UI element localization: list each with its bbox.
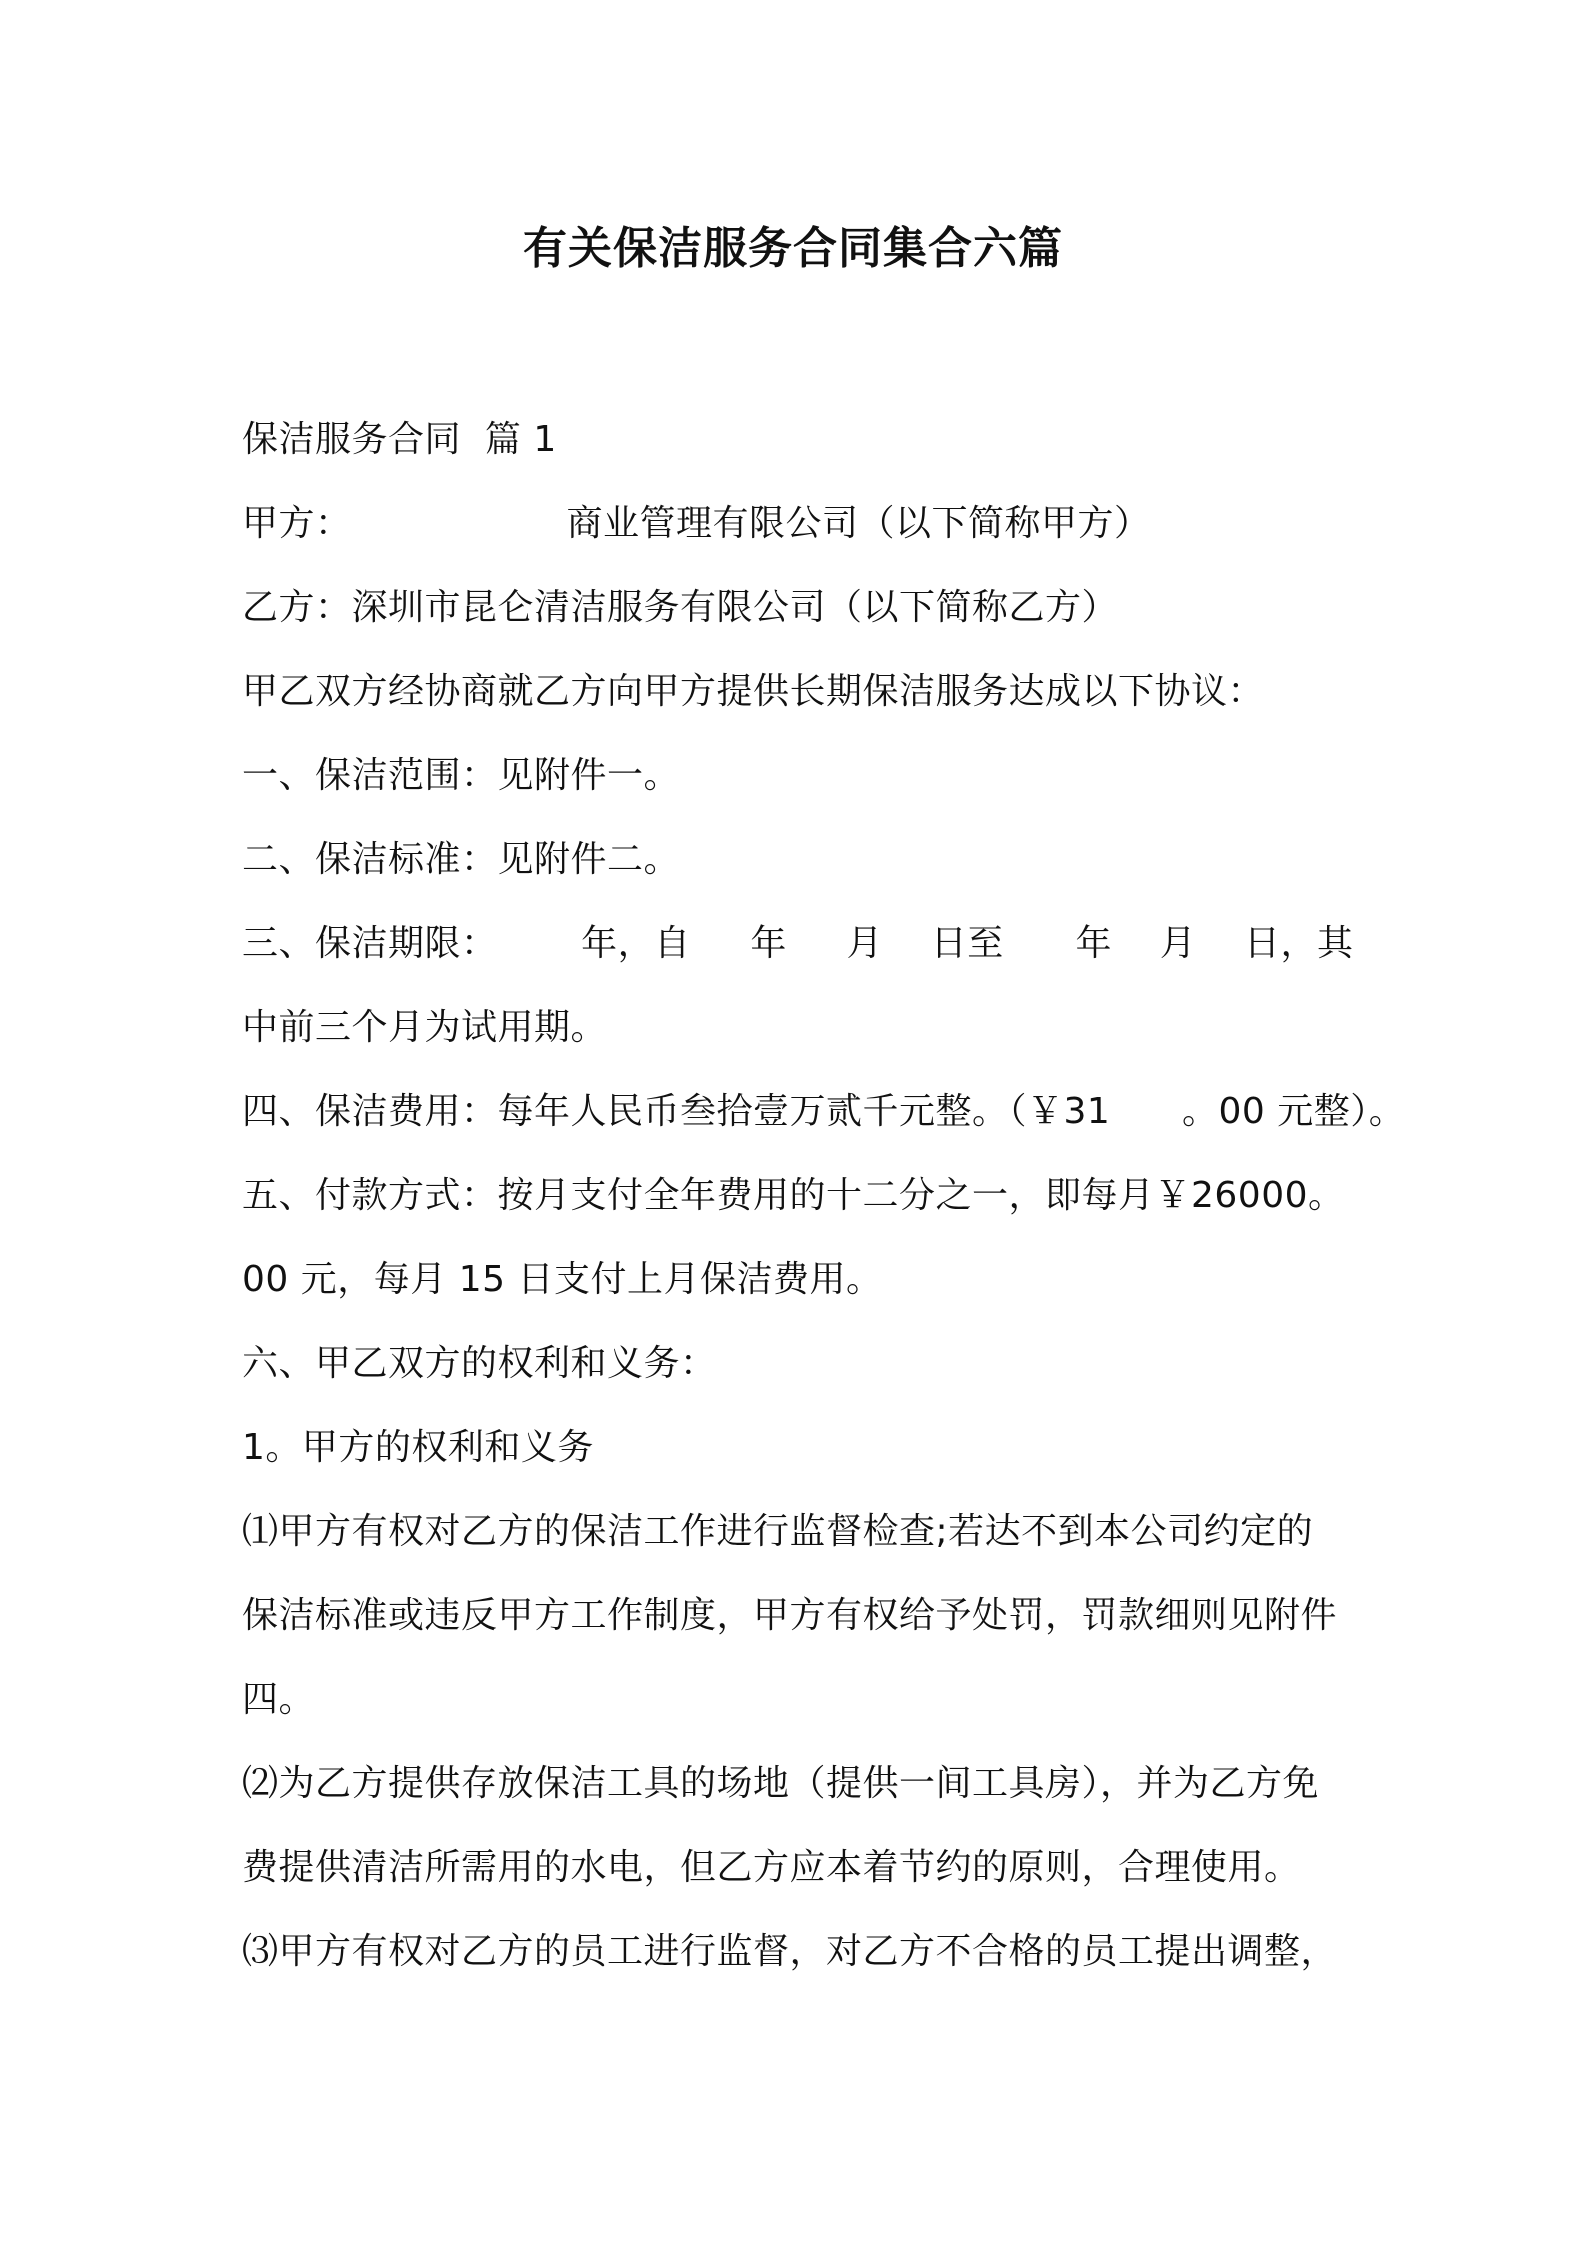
party-b-line: 乙方：深圳市昆仑清洁服务有限公司（以下简称乙方） [242, 587, 1119, 628]
paragraph-line: 费提供清洁所需用的水电，但乙方应本着节约的原则，合理使用。 [242, 1847, 1301, 1888]
paragraph-line: ⑵为乙方提供存放保洁工具的场地（提供一间工具房），并为乙方免 [242, 1763, 1320, 1804]
paragraph-line: 保洁标准或违反甲方工作制度，甲方有权给予处罚，罚款细则见附件 [242, 1595, 1338, 1636]
document-body [242, 398, 1406, 1994]
document-title: 有关保洁服务合同集合六篇 [523, 223, 1063, 274]
agreement-intro: 甲乙双方经协商就乙方向甲方提供长期保洁服务达成以下协议： [242, 671, 1265, 712]
clause-term-continued: 中前三个月为试用期。 [242, 1007, 608, 1048]
paragraph-line: ⑶甲方有权对乙方的员工进行监督，对乙方不合格的员工提出调整， [242, 1931, 1338, 1972]
clause-scope: 一、保洁范围：见附件一。 [242, 755, 681, 796]
clause-payment: 五、付款方式：按月支付全年费用的十二分之一，即每月￥26000。 [242, 1175, 1345, 1216]
paragraph-line: 四。 [242, 1679, 316, 1720]
section-heading: 保洁服务合同 篇 1 [242, 419, 557, 460]
paragraph-line: ⑴甲方有权对乙方的保洁工作进行监督检查;若达不到本公司约定的 [242, 1511, 1314, 1552]
clause-rights-heading: 六、甲乙双方的权利和义务： [242, 1343, 717, 1384]
clause-term: 三、保洁期限： 年，自 年 月 日至 年 月 日，其 [242, 923, 1354, 964]
clause-fee: 四、保洁费用：每年人民币叁拾壹万贰千元整。（￥31 。00 元整）。 [242, 1091, 1406, 1132]
clause-payment-continued: 00 元，每月 15 日支付上月保洁费用。 [242, 1259, 883, 1300]
clause-standard: 二、保洁标准：见附件二。 [242, 839, 681, 880]
party-a-rights-heading: 1。甲方的权利和义务 [242, 1427, 594, 1468]
party-a-line: 甲方： 商业管理有限公司（以下简称甲方） [242, 503, 1151, 544]
